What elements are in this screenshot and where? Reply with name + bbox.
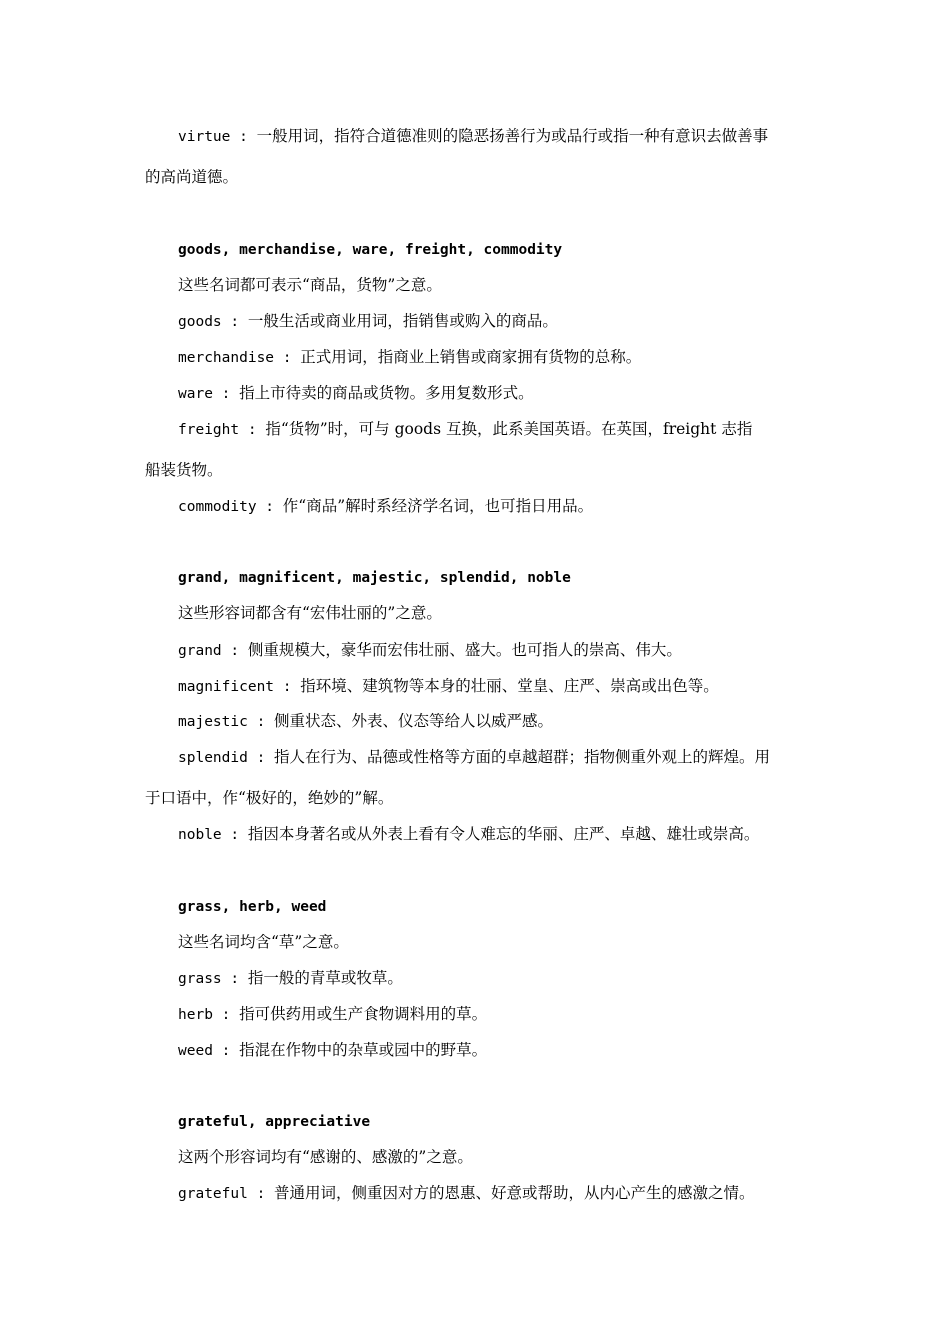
entry-ware (178, 383, 534, 404)
term: virtue (178, 129, 231, 145)
entry-virtue-continuation: 的高尚道德。 (145, 168, 239, 186)
separator: : (221, 971, 248, 987)
entry-herb (178, 1004, 487, 1025)
definition: 正式用词，指商业上销售或商家拥有货物的总称。 (300, 348, 642, 366)
term: grateful (178, 1186, 248, 1202)
definition: 指人在行为、品德或性格等方面的卓越超群；指物侧重外观上的辉煌。用 (274, 748, 771, 766)
term: freight (178, 422, 240, 438)
entry-weed (178, 1040, 487, 1061)
definition: 一般生活或商业用词，指销售或购入的商品。 (247, 312, 558, 330)
separator: : (221, 314, 248, 330)
separator: : (221, 827, 248, 843)
definition: 指因本身著名或从外表上看有令人难忘的华丽、庄严、卓越、雄壮或崇高。 (247, 825, 760, 843)
entry-freight-continuation: 船装货物。 (145, 461, 223, 479)
separator: : (247, 750, 275, 766)
separator: : (212, 386, 240, 402)
term: grass (178, 971, 222, 987)
definition: 指环境、建筑物等本身的壮丽、堂皇、庄严、崇高或出色等。 (300, 677, 719, 695)
separator: : (256, 499, 283, 515)
term: ware (178, 386, 213, 402)
separator: : (274, 679, 301, 695)
entry-commodity (178, 496, 593, 517)
entry-magnificent (178, 676, 719, 697)
definition: 作“商品”解时系经济学名词，也可指日用品。 (282, 497, 594, 515)
term: commodity (178, 499, 257, 515)
entry-goods (178, 311, 558, 332)
term: magnificent (178, 679, 275, 695)
entry-splendid (178, 747, 770, 768)
entry-grateful (178, 1183, 755, 1204)
definition: 普通用词，侧重因对方的恩惠、好意或帮助，从内心产生的感激之情。 (274, 1184, 755, 1202)
entry-majestic (178, 711, 553, 732)
term: grand (178, 643, 222, 659)
separator: : (212, 1043, 240, 1059)
separator: : (230, 129, 257, 145)
term: splendid (178, 750, 248, 766)
term: noble (178, 827, 222, 843)
section-intro-grass: 这些名词均含“草”之意。 (178, 933, 349, 951)
section-intro-grand: 这些形容词都含有“宏伟壮丽的”之意。 (178, 604, 442, 622)
section-heading-grass: grass, herb, weed (178, 899, 327, 915)
term: herb (178, 1007, 213, 1023)
section-intro-grateful: 这两个形容词均有“感谢的、感激的”之意。 (178, 1148, 473, 1166)
section-heading-grand: grand, magnificent, majestic, splendid, noble (178, 570, 571, 586)
section-heading-goods: goods, merchandise, ware, freight, commodity (178, 242, 563, 258)
separator: : (212, 1007, 240, 1023)
definition: 侧重状态、外表、仪态等给人以威严感。 (274, 712, 554, 730)
section-intro-goods: 这些名词都可表示“商品，货物”之意。 (178, 276, 442, 294)
definition: 指“货物”时，可与 goods 互换，此系美国英语。在英国，freight 志指 (265, 420, 753, 438)
term: weed (178, 1043, 213, 1059)
entry-grass (178, 968, 403, 989)
separator: : (247, 714, 275, 730)
term: merchandise (178, 350, 275, 366)
entry-splendid-continuation: 于口语中，作“极好的，绝妙的”解。 (145, 789, 394, 807)
term: goods (178, 314, 222, 330)
definition: 指可供药用或生产食物调料用的草。 (239, 1005, 488, 1023)
definition: 指混在作物中的杂草或园中的野草。 (239, 1041, 488, 1059)
separator: : (274, 350, 301, 366)
definition: 侧重规模大，豪华而宏伟壮丽、盛大。也可指人的崇高、伟大。 (247, 641, 682, 659)
entry-grand (178, 640, 682, 661)
entry-merchandise (178, 347, 641, 368)
definition: 指上市待卖的商品或货物。多用复数形式。 (239, 384, 534, 402)
entry-noble (178, 824, 759, 845)
term: majestic (178, 714, 248, 730)
entry-freight (178, 419, 752, 440)
definition: 指一般的青草或牧草。 (247, 969, 403, 987)
separator: : (221, 643, 248, 659)
definition: 一般用词，指符合道德准则的隐恶扬善行为或品行或指一种有意识去做善事 (256, 127, 769, 145)
separator: : (239, 422, 266, 438)
separator: : (247, 1186, 275, 1202)
entry-virtue (178, 126, 768, 147)
section-heading-grateful: grateful, appreciative (178, 1114, 371, 1130)
